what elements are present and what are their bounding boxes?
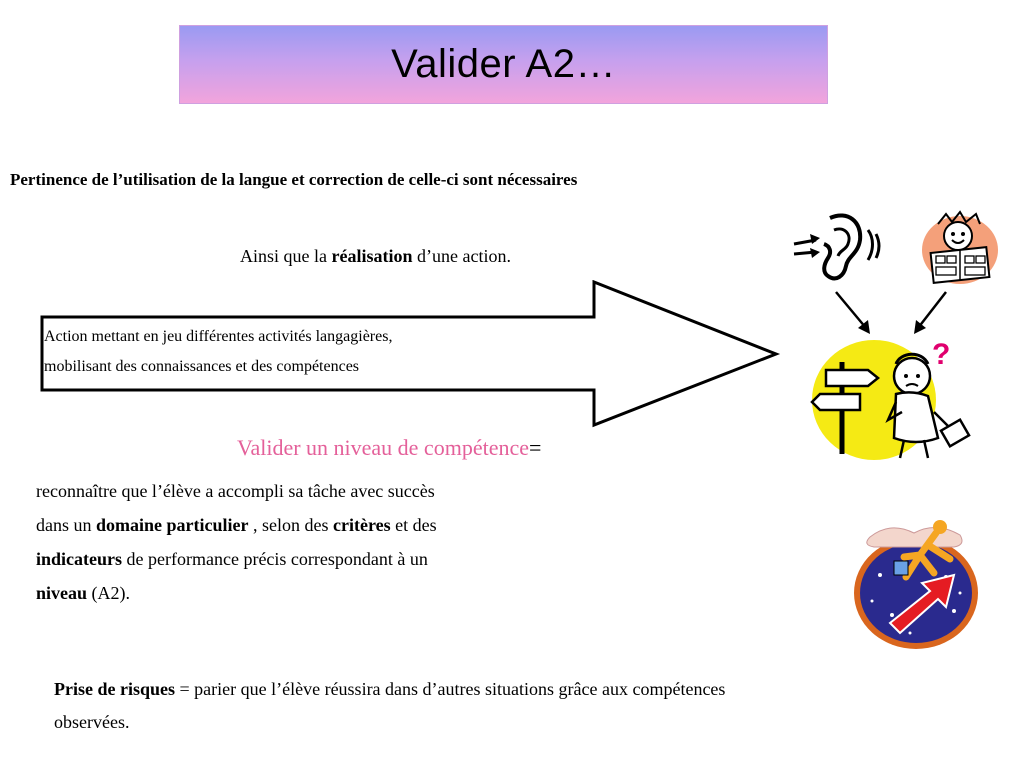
realisation-bold: réalisation [331, 246, 413, 266]
definition-paragraph [36, 474, 536, 610]
arrow-line-2: mobilisant des connaissances et des compétences [44, 358, 360, 375]
realisation-prefix: Ainsi que la [240, 246, 332, 266]
def-l2-e: et des [390, 515, 437, 535]
definition-heading-pink: Valider un niveau de compétence [237, 435, 529, 460]
risk-bold: Prise de risques [54, 679, 175, 699]
def-l2-b: domaine particulier [96, 515, 249, 535]
realisation-text [240, 246, 511, 267]
def-l2-a: dans un [36, 515, 96, 535]
definition-equals: = [528, 435, 542, 460]
success-figure-arrow-icon [850, 515, 985, 650]
arrow-text [44, 322, 392, 382]
definition-line-3 [36, 542, 536, 576]
definition-line-1: reconnaître que l’élève a accompli sa tâche avec succès [36, 481, 435, 501]
risk-line-1-rest: = parier que l’élève réussira dans d’autres situations grâce aux compétences [175, 679, 726, 699]
confused-person-signpost-icon [808, 338, 978, 464]
svg-text:?: ? [932, 338, 951, 371]
definition-line-4 [36, 576, 536, 610]
def-l2-d: critères [332, 515, 391, 535]
realisation-suffix: d’une action. [412, 246, 511, 266]
reading-person-icon [918, 210, 1000, 288]
definition-heading [237, 435, 541, 461]
def-l4-b: (A2). [87, 583, 131, 603]
def-l3-a: indicateurs [36, 549, 123, 569]
risk-line-2: observées. [54, 712, 130, 732]
risk-line-1 [54, 673, 884, 706]
definition-line-2 [36, 508, 536, 542]
arrow-line-1: Action mettant en jeu différentes activités langagières, [44, 328, 393, 345]
ear-icon [790, 210, 885, 285]
def-l4-a: niveau [36, 583, 88, 603]
slide-title: Valider A2… [391, 42, 616, 86]
intro-text: Pertinence de l’utilisation de la langue et correction de celle-ci sont nécessaires [10, 170, 578, 189]
title-banner [179, 25, 828, 104]
def-l3-b: de performance précis correspondant à un [122, 549, 428, 569]
convergence-arrows [830, 288, 950, 338]
def-l2-c: , selon des [248, 515, 333, 535]
risk-paragraph [54, 673, 884, 739]
